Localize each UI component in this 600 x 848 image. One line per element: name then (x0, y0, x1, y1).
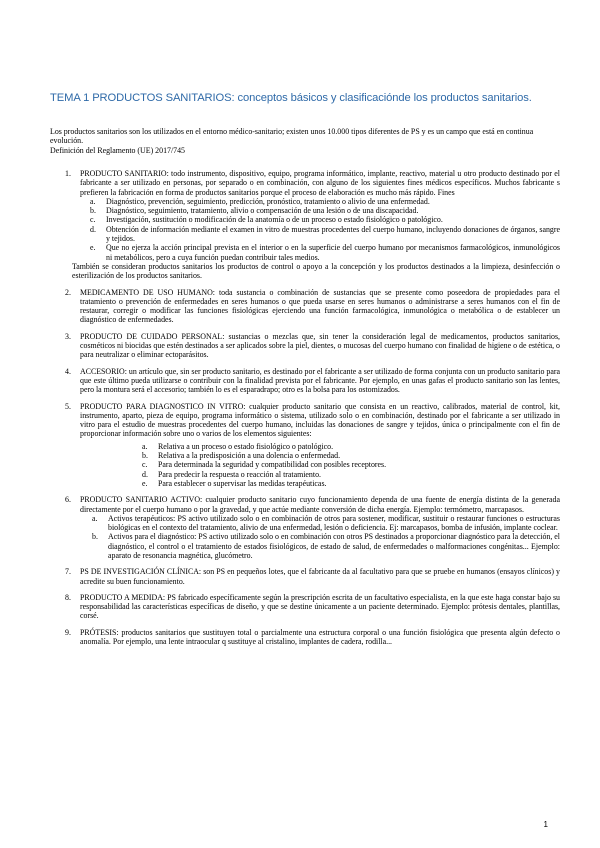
sublist-item (90, 215, 560, 224)
sublist-letter: c. (90, 215, 96, 225)
sublist-text: Obtención de información mediante el examen in vitro de muestras procedentes del cuerpo humano, incluyendo donaciones de órganos, sangre y tejidos. (106, 224, 560, 244)
sublist-text: Diagnóstico, prevención, seguimiento, predicción, pronóstico, tratamiento o alivio de una enfermedad. (106, 196, 430, 206)
list-item-medicamento (50, 288, 560, 325)
sublist-letter: e. (142, 478, 148, 488)
sublist-letter: b. (92, 532, 98, 542)
item-number: 7. (65, 567, 71, 577)
sublist-letter: d. (90, 224, 96, 234)
definitions-list (50, 169, 560, 653)
list-item-investigacion-clinica (50, 567, 560, 586)
item-text: PS DE INVESTIGACIÓN CLÍNICA: son PS en pequeños lotes, que el fabricante da al facultativo para que se pruebe en humanos (ensayos clínicos) y acredite su buen funcionamiento. (80, 567, 560, 586)
sublist-letter: c. (142, 460, 148, 470)
item-text: MEDICAMENTO DE USO HUMANO: toda sustancia o combinación de sustancias que se presente como poseedora de propiedades para el tratamiento o prevención de enfermedades en seres humanos o que pueda usarse en seres humanos o administrarse a seres humanos con el fin de restaurar, corregir o modificar las funciones fisiológicas ejerciendo una función farmacológica, inmunológica o metabólica o de establecer un diagnóstico de enfermedades. (80, 287, 560, 325)
sublist-text: Diagnóstico, seguimiento, tratamiento, alivio o compensación de una lesión o de una discapacidad. (106, 206, 419, 216)
list-item-sanitario-activo (50, 495, 560, 560)
sublist-item (142, 479, 560, 488)
item-number: 3. (65, 331, 71, 341)
intro-paragraph: Los productos sanitarios son los utilizados en el entorno médico-sanitario; existen unos 10.000 tipos diferentes de PS y es un campo que está en continua evolución. (50, 127, 534, 146)
item-number: 5. (65, 401, 71, 411)
sublist-text: Para establecer o supervisar las medidas terapéuticas. (158, 478, 327, 488)
sublist-letter: b. (142, 451, 148, 461)
list-item-accesorio (50, 367, 560, 395)
sublist-letter: a. (90, 196, 96, 206)
sublist-letter: a. (92, 513, 98, 523)
sublist-text: Que no ejerza la acción principal prevista en el interior o en la superficie del cuerpo humano por mecanismos farmacológicos, inmunológicos ni metabólicos, pero a cuya función puedan contribuir tales medios. (106, 243, 560, 262)
sublist-letter: d. (142, 469, 148, 479)
sublist-item (90, 206, 560, 215)
sublist-item (90, 197, 560, 206)
item-text: PRODUCTO A MEDIDA: PS fabricado específicamente según la prescripción escrita de un facultativo especialista, en la que este haga constar bajo su responsabilidad las características específicas de diseño, y que se destine únicamente a un paciente determinado. Ejemplo: prótesis dentales, plantillas, corsé. (80, 592, 560, 621)
list-item-diagnostico-in-vitro (50, 402, 560, 489)
sublist-activos (80, 514, 560, 560)
item-text: ACCESORIO: un artículo que, sin ser producto sanitario, es destinado por el fabricante a ser utilizado de forma conjunta con un producto sanitario para que este último pueda utilizarse o contribuir con la finalidad prevista por el fabricante. Por ejemplo, en unas gafas el producto sanitario son las lentes, pero la montura será el accesorio; también lo es el esparadrapo; otro es la bolsa para los ostomizados. (80, 366, 560, 395)
sublist-item (142, 460, 560, 469)
page-number: 1 (543, 820, 548, 829)
sublist-text: Para predecir la respuesta o reacción al tratamiento. (158, 469, 321, 479)
item-number: 9. (65, 627, 71, 637)
sublist-item (92, 532, 560, 560)
sublist-letter: e. (90, 243, 96, 253)
sublist-text: Relativa a un proceso o estado fisiológico o patológico. (158, 441, 334, 451)
list-item-producto-a-medida (50, 593, 560, 621)
item-text: PRÓTESIS: productos sanitarios que sustituyen total o parcialmente una estructura corporal o una función fisiológica que presenta algún defecto o anomalía. Por ejemplo, una lente intraocular q sustituye al cristalino, implantes de cadera, rodilla... (80, 627, 560, 647)
item-text: PRODUCTO DE CUIDADO PERSONAL: sustancias o mezclas que, sin tener la consideración legal de medicamentos, productos sanitarios, cosméticos ni biocidas que estén destinados a ser aplicados sobre la piel, dientes, o mucosas del cuerpo humano con finalidad de higiene o de estética, o para neutralizar o eliminar ectoparásitos. (80, 331, 560, 360)
sublist-item (90, 225, 560, 244)
sublist-item (90, 243, 560, 262)
list-item-protesis (50, 628, 560, 647)
sublist-text: Activos para el diagnóstico: PS activo utilizado solo o en combinación con otros PS destinados a proporcionar diagnóstico para la detección, el diagnóstico, el control o el tratamiento de estados fisiológicos, de estado de salud, de enfermedades o malformaciones congénitas... Ejemplo: aparato de resonancia magnética, glucómetro. (108, 532, 560, 560)
item-number: 4. (65, 366, 71, 376)
list-item-cuidado-personal (50, 332, 560, 360)
item-note: También se consideran productos sanitarios los productos de control o apoyo a la concepción y los productos destinados a la limpieza, desinfección o esterilización de los productos sanitarios. (72, 261, 560, 281)
document-title: TEMA 1 PRODUCTOS SANITARIOS: conceptos básicos y clasificaciónde los productos sanitarios. (50, 92, 532, 104)
item-number: 8. (65, 592, 71, 602)
list-item-producto-sanitario (50, 169, 560, 281)
item-text: PRODUCTO SANITARIO ACTIVO: cualquier producto sanitario cuyo funcionamiento dependa de una fuente de energía distinta de la generada directamente por el cuerpo humano o por la gravedad, y que actúe mediante conversión de dicha energía. Ejemplo: termómetro, marcapasos. (80, 495, 560, 514)
sublist-letter: a. (142, 441, 148, 451)
item-number: 1. (65, 169, 71, 178)
regulation-definition: Definición del Reglamento (UE) 2017/745 (50, 145, 185, 155)
item-number: 2. (65, 287, 71, 297)
sublist-item (142, 451, 560, 460)
sublist-text: Investigación, sustitución o modificación de la anatomía o de un proceso o estado fisiológico o patológico. (106, 215, 443, 225)
sublist-elementos (80, 442, 560, 488)
intro-section (50, 127, 560, 155)
sublist-fines (80, 197, 560, 262)
sublist-text: Activos terapéuticos: PS activo utilizado solo o en combinación de otros para sostener, modificar, sustituir o restaurar funciones o estructuras biológicas en el contexto del tratamiento, alivio de una enfermedad, lesión o deficiencia. Ej: marcapasos, bomba de infusión, implante coclear. (108, 513, 560, 533)
item-text: PRODUCTO PARA DIAGNOSTICO IN VITRO: cualquier producto sanitario que consista en un reactivo, calibrados, material de control, kit, instrumento, aparto, pieza de equipo, programa informático o sistema, utilizado solo o en combinación, destinado por el fabricante a ser utilizado in vitro para el estudio de muestras procedentes del cuerpo humano, incluidas las donaciones de sangre y tejidos, única o principalmente con el fin de proporcionar información sobre uno o varios de los elementos siguientes: (80, 401, 560, 439)
sublist-item (142, 442, 560, 451)
sublist-text: Relativa a la predisposición a una dolencia o enfermedad. (158, 451, 341, 461)
sublist-letter: b. (90, 206, 96, 216)
item-number: 6. (65, 495, 71, 505)
sublist-item (92, 514, 560, 533)
sublist-text: Para determinada la seguridad y compatibilidad con posibles receptores. (158, 460, 387, 470)
sublist-item (142, 470, 560, 479)
item-text: PRODUCTO SANITARIO: todo instrumento, dispositivo, equipo, programa informático, implante, reactivo, material u otro producto destinado por el fabricante a ser utilizado en personas, por separado o en combinación, con alguno de los siguientes fines médicos específicos. Muchos fabricante s prefieren la fabricación en forma de productos sanitarios porque el proceso de elaboración es mucho más rápido. Fines (80, 169, 560, 197)
